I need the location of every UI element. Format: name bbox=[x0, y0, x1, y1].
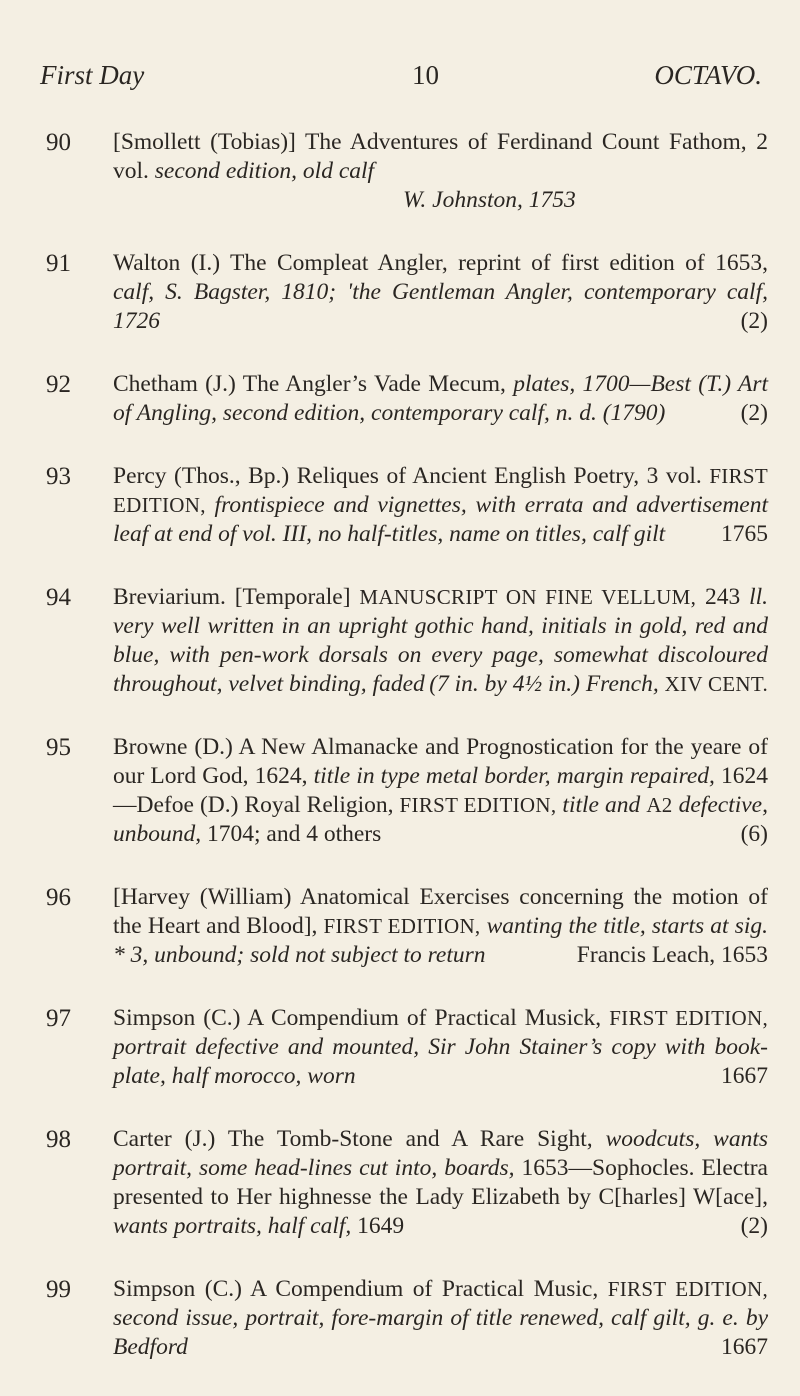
lot-detail: second edition, old calf bbox=[154, 158, 375, 184]
lot-description bbox=[113, 1275, 768, 1362]
edition-note: FIRST EDITION, bbox=[323, 914, 481, 938]
lot-number: 98 bbox=[46, 1126, 71, 1153]
lot-title: Chetham (J.) The Angler’s Vade Mecum, bbox=[113, 371, 506, 397]
lot-description bbox=[113, 1004, 768, 1091]
lot-detail: ll. very well written in an upright gothic hand, initials in gold, red and blue, with pen-work dorsals on every page, somewhat discoloured throughout, velvet binding, faded bbox=[113, 584, 769, 697]
lot-date: 1649 bbox=[357, 1213, 405, 1239]
lot-detail: title in type metal border, margin repaired, bbox=[313, 763, 715, 789]
lot-number: 91 bbox=[46, 250, 71, 277]
lot-century: XIV CENT. bbox=[664, 672, 768, 696]
lot-entry bbox=[0, 733, 800, 849]
lot-number: 99 bbox=[46, 1276, 71, 1303]
lot-number: 92 bbox=[46, 371, 71, 398]
lot-title: Breviarium. [Temporale] bbox=[113, 584, 351, 610]
lot-description bbox=[113, 370, 768, 428]
lot-entry bbox=[0, 883, 800, 970]
edition-note: FIRST EDITION, bbox=[609, 1006, 769, 1030]
lot-description bbox=[113, 462, 768, 549]
edition-note: FIRST EDITION, bbox=[113, 464, 769, 517]
lot-detail-3: defective, unbound, bbox=[113, 792, 768, 847]
lot-detail: wanting the title, starts at sig. * 3, unbound; sold not subject to return bbox=[113, 913, 768, 968]
lot-description bbox=[113, 249, 768, 336]
lot-date: 1667 bbox=[721, 1063, 768, 1089]
lot-date: 1765 bbox=[721, 521, 768, 547]
lot-entry bbox=[0, 583, 800, 699]
header-page-number: 10 bbox=[412, 60, 439, 90]
lot-description bbox=[113, 1125, 768, 1241]
lot-detail: plates, 1700—Best (T.) Art of Angling, second edition, contemporary calf, n. d. (1790) bbox=[113, 371, 768, 426]
edition-note: FIRST EDITION, bbox=[399, 793, 557, 817]
lot-quantity: (2) bbox=[740, 1213, 768, 1239]
lot-entry bbox=[0, 1004, 800, 1091]
lot-title-2: 1624—Defoe (D.) Royal Religion, bbox=[113, 763, 769, 818]
lot-title: [Harvey (William) Anatomical Exercises concerning the motion of the Heart and Blood], bbox=[113, 884, 768, 939]
lot-entry bbox=[0, 1275, 800, 1362]
edition-note: FIRST EDITION, bbox=[607, 1277, 769, 1301]
lot-number: 93 bbox=[46, 463, 71, 490]
lot-entry bbox=[0, 370, 800, 428]
lot-title: Carter (J.) The Tomb-Stone and A Rare Sight, bbox=[113, 1126, 593, 1152]
lot-title: Percy (Thos., Bp.) Reliques of Ancient English Poetry, 3 vol. bbox=[113, 463, 702, 489]
lot-number: 95 bbox=[46, 734, 71, 761]
lot-detail: frontispiece and vignettes, with errata and advertisement leaf at end of vol. III, no half-titles, name on titles, calf gilt bbox=[113, 492, 769, 547]
signature-ref: A2 bbox=[646, 793, 673, 817]
lot-quantity: (2) bbox=[740, 308, 768, 334]
lot-quantity: (6) bbox=[740, 821, 768, 847]
lot-description bbox=[113, 733, 768, 849]
header-day: First Day bbox=[40, 60, 145, 90]
lot-list bbox=[0, 128, 800, 1396]
lot-entry bbox=[0, 462, 800, 549]
leaf-count: 243 bbox=[704, 584, 741, 610]
lot-size-origin: (7 in. by 4½ in.) French, bbox=[429, 671, 659, 697]
lot-date: 1667 bbox=[721, 1334, 768, 1360]
lot-number: 96 bbox=[46, 884, 71, 911]
lot-detail: portrait defective and mounted, Sir John Stainer’s copy with book-plate, half morocco, worn bbox=[113, 1034, 768, 1089]
lot-entry bbox=[0, 1125, 800, 1241]
lot-title: Simpson (C.) A Compendium of Practical Musick, bbox=[113, 1005, 602, 1031]
lot-detail-2: wants portraits, half calf, bbox=[113, 1213, 352, 1239]
lot-title: Walton (I.) The Compleat Angler, reprint of first edition of 1653, bbox=[113, 250, 768, 276]
lot-title: Simpson (C.) A Compendium of Practical Music, bbox=[113, 1276, 599, 1302]
lot-attribution: Francis Leach, 1653 bbox=[576, 942, 768, 968]
lot-title: [Smollett (Tobias)] The Adventures of Ferdinand Count Fathom, 2 vol. bbox=[113, 129, 768, 184]
manuscript-note: MANUSCRIPT ON FINE VELLUM, bbox=[359, 585, 697, 609]
lot-title: Browne (D.) A New Almanacke and Prognostication for the yeare of our Lord God, 1624, bbox=[113, 734, 768, 789]
lot-description bbox=[113, 128, 768, 215]
lot-detail-2: title and bbox=[562, 792, 641, 818]
lot-extra: 1704; and 4 others bbox=[207, 821, 382, 847]
lot-detail: calf, S. Bagster, 1810; 'the Gentleman Angler, contemporary calf, 1726 bbox=[113, 279, 768, 334]
lot-attribution: W. Johnston, 1753 bbox=[403, 187, 576, 213]
header-format: OCTAVO. bbox=[654, 60, 762, 90]
lot-detail: second issue, portrait, fore-margin of title renewed, calf gilt, g. e. by Bedford bbox=[113, 1305, 768, 1360]
lot-entry bbox=[0, 128, 800, 215]
lot-title-2: 1653—Sophocles. Electra presented to Her highnesse the Lady Elizabeth by C[harles] W[ace], bbox=[113, 1155, 768, 1210]
lot-entry bbox=[0, 249, 800, 336]
page-header bbox=[40, 60, 762, 96]
lot-detail: woodcuts, wants portrait, some head-lines cut into, boards, bbox=[113, 1126, 768, 1181]
lot-number: 97 bbox=[46, 1005, 71, 1032]
lot-description bbox=[113, 883, 768, 970]
lot-number: 94 bbox=[46, 584, 71, 611]
lot-number: 90 bbox=[46, 129, 71, 156]
lot-description bbox=[113, 583, 768, 699]
lot-quantity: (2) bbox=[740, 400, 768, 426]
